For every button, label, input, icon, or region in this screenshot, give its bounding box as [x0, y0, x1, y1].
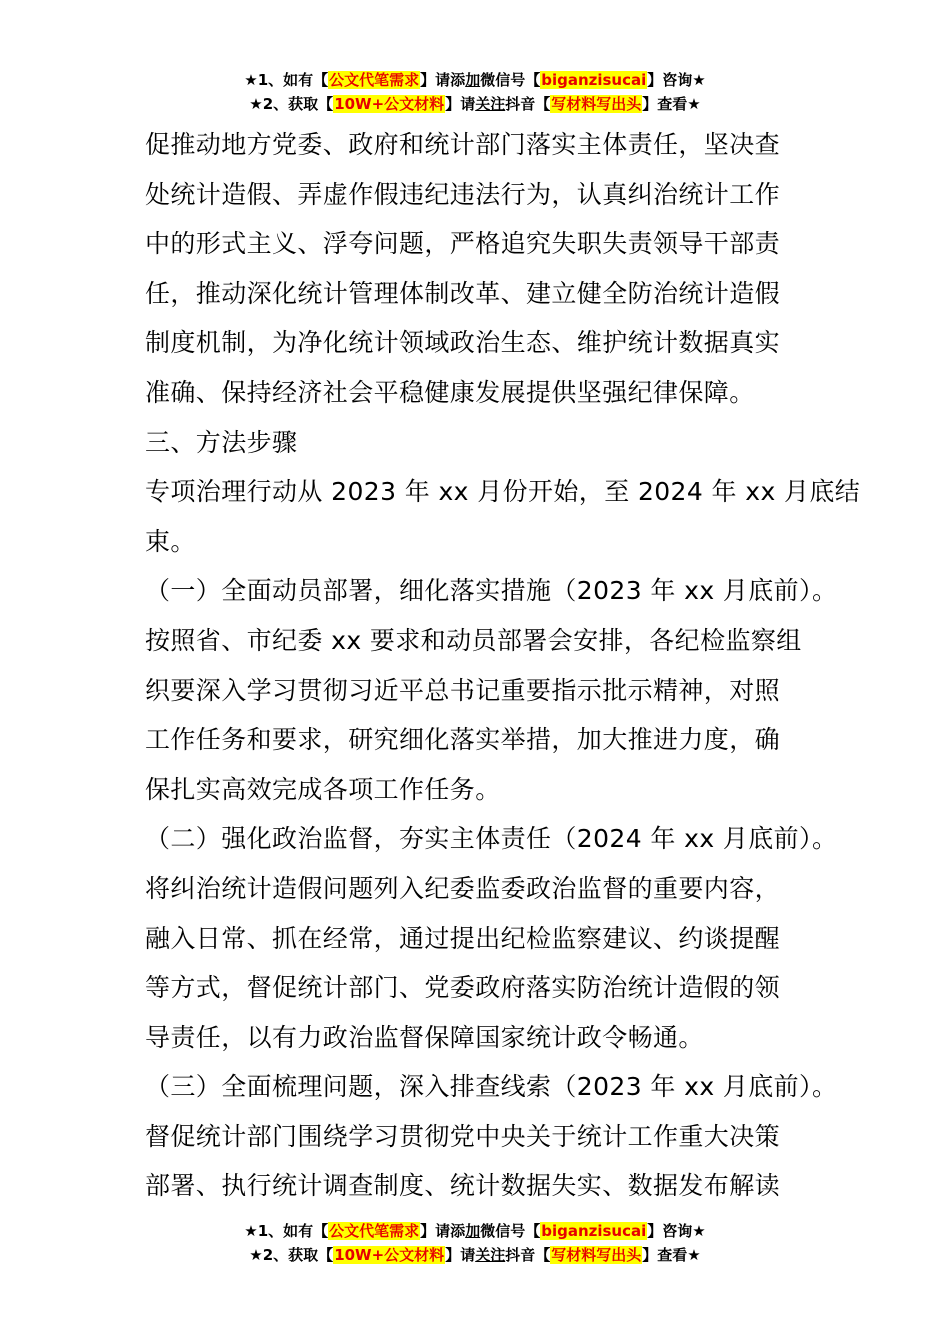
body-line: 制度机制，为净化统计领域政治生态、维护统计数据真实 [145, 328, 781, 358]
section-heading: 三、方法步骤 [145, 427, 298, 457]
body-line: 等方式，督促统计部门、党委政府落实防治统计造假的领 [145, 973, 781, 1003]
body-line: 准确、保持经济社会平稳健康发展提供坚强纪律保障。 [145, 377, 755, 407]
body-line: 专项治理行动从 2023 年 xx 月份开始，至 2024 年 xx 月底结 [145, 477, 861, 507]
banner-line-2: ★2、获取【10W+公文材料】请关注抖音【写材料写出头】查看★ [249, 1246, 701, 1264]
subsection-heading: （二）强化政治监督，夯实主体责任（2024 年 xx 月底前）。 [145, 824, 838, 854]
subsection-heading: （一）全面动员部署，细化落实措施（2023 年 xx 月底前）。 [145, 576, 838, 606]
body-line: 束。 [145, 526, 196, 556]
banner-line-1: ★1、如有【公文代笔需求】请添加微信号【biganzisucai】咨询★ [244, 71, 706, 89]
highlight-wechat-id: biganzisucai [541, 1222, 647, 1240]
banner-line-1: ★1、如有【公文代笔需求】请添加微信号【biganzisucai】咨询★ [244, 1222, 706, 1240]
body-line: 部署、执行统计调查制度、统计数据失实、数据发布解读 [145, 1171, 781, 1201]
highlight-service: 公文代笔需求 [329, 71, 420, 89]
subsection-heading: （三）全面梳理问题，深入排查线索（2023 年 xx 月底前）。 [145, 1072, 838, 1102]
header-banner [0, 68, 950, 116]
document-body [145, 124, 861, 1215]
body-line: 保扎实高效完成各项工作任务。 [145, 774, 501, 804]
body-line: 融入日常、抓在经常，通过提出纪检监察建议、约谈提醒 [145, 923, 781, 953]
body-line: 工作任务和要求，研究细化落实举措，加大推进力度，确 [145, 725, 781, 755]
body-line: 将纠治统计造假问题列入纪委监委政治监督的重要内容， [145, 873, 781, 903]
highlight-douyin-account: 写材料写出头 [551, 95, 642, 113]
body-line: 导责任，以有力政治监督保障国家统计政令畅通。 [145, 1022, 704, 1052]
body-line: 织要深入学习贯彻习近平总书记重要指示批示精神，对照 [145, 675, 781, 705]
body-line: 任，推动深化统计管理体制改革、建立健全防治统计造假 [145, 278, 781, 308]
body-line: 处统计造假、弄虚作假违纪违法行为，认真纠治统计工作 [145, 179, 781, 209]
highlight-materials: 10W+公文材料 [334, 95, 445, 113]
highlight-douyin-account: 写材料写出头 [551, 1246, 642, 1264]
body-line: 督促统计部门围绕学习贯彻党中央关于统计工作重大决策 [145, 1121, 781, 1151]
highlight-wechat-id: biganzisucai [541, 71, 647, 89]
footer-banner [0, 1219, 950, 1267]
body-line: 促推动地方党委、政府和统计部门落实主体责任，坚决查 [145, 130, 781, 159]
highlight-service: 公文代笔需求 [329, 1222, 420, 1240]
highlight-materials: 10W+公文材料 [334, 1246, 445, 1264]
body-line: 按照省、市纪委 xx 要求和动员部署会安排，各纪检监察组 [145, 625, 802, 655]
banner-line-2: ★2、获取【10W+公文材料】请关注抖音【写材料写出头】查看★ [249, 95, 701, 113]
body-line: 中的形式主义、浮夸问题，严格追究失职失责领导干部责 [145, 229, 781, 259]
